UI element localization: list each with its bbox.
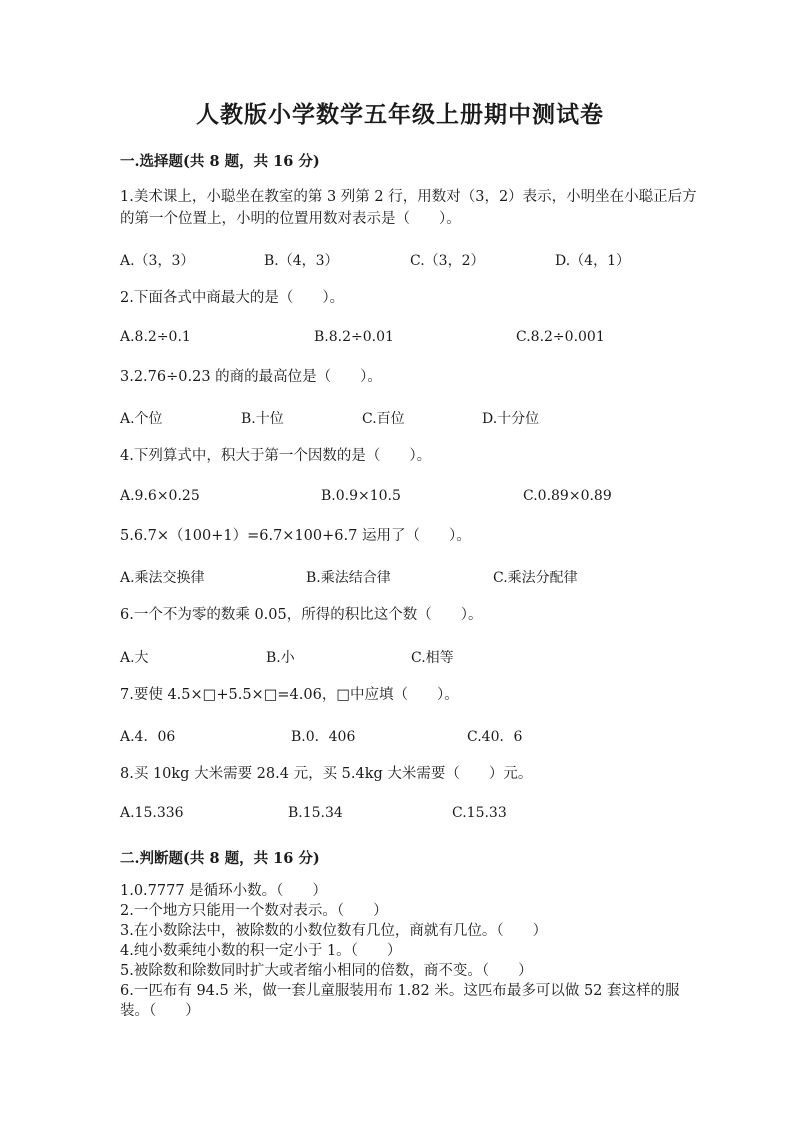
q8-option-a: A.15.336 (120, 805, 184, 821)
q1-option-d: D.（4，1） (555, 253, 630, 269)
q6-option-c: C.相等 (411, 650, 454, 666)
q8-option-b: B.15.34 (288, 805, 343, 821)
page-title: 人教版小学数学五年级上册期中测试卷 (196, 101, 604, 128)
question-5: 5.6.7×（100+1）=6.7×100+6.7 运用了（ ）。 (120, 528, 471, 544)
q6-option-a: A.大 (120, 650, 149, 666)
q5-option-a: A.乘法交换律 (120, 570, 205, 586)
question-3: 3.2.76÷0.23 的商的最高位是（ ）。 (120, 369, 382, 385)
q5-option-b: B.乘法结合律 (306, 570, 391, 586)
q1-option-a: A.（3，3） (120, 253, 195, 269)
question-8: 8.买 10kg 大米需要 28.4 元，买 5.4kg 大米需要（ ）元。 (120, 766, 533, 782)
q7-option-a: A.4．06 (120, 729, 176, 745)
judge-item-5: 5.被除数和除数同时扩大或者缩小相同的倍数，商不变。（ ） (120, 963, 533, 979)
question-1: 1.美术课上，小聪坐在教室的第 3 列第 2 行，用数对（3，2）表示，小明坐在小聪正后方的第一个位置上，小明的位置用数对表示是（ ）。 (120, 189, 697, 227)
question-7: 7.要使 4.5×□+5.5×□=4.06，□中应填（ ）。 (120, 687, 459, 703)
question-2: 2.下面各式中商最大的是（ ）。 (120, 290, 345, 306)
q2-option-c: C.8.2÷0.001 (516, 329, 605, 345)
q4-option-c: C.0.89×0.89 (523, 488, 612, 504)
q4-option-b: B.0.9×10.5 (321, 488, 401, 504)
q3-option-a: A.个位 (120, 411, 163, 427)
q2-option-a: A.8.2÷0.1 (120, 329, 191, 345)
q4-option-a: A.9.6×0.25 (120, 488, 200, 504)
judge-item-3: 3.在小数除法中，被除数的小数位数有几位，商就有几位。（ ） (120, 923, 548, 939)
judge-item-4: 4.纯小数乘纯小数的积一定小于 1。（ ） (120, 943, 402, 959)
question-6: 6.一个不为零的数乘 0.05，所得的积比这个数（ ）。 (120, 607, 483, 623)
q6-option-b: B.小 (266, 650, 295, 666)
q3-option-d: D.十分位 (482, 411, 540, 427)
q3-option-b: B.十位 (241, 411, 284, 427)
judge-item-2: 2.一个地方只能用一个数对表示。（ ） (120, 903, 388, 919)
q5-option-c: C.乘法分配律 (493, 570, 578, 586)
judge-item-1: 1.0.7777 是循环小数。（ ） (120, 883, 327, 899)
q2-option-b: B.8.2÷0.01 (314, 329, 394, 345)
section-heading-choice: 一.选择题(共 8 题，共 16 分) (120, 153, 320, 170)
q3-option-c: C.百位 (362, 411, 405, 427)
q1-option-c: C.（3，2） (410, 253, 485, 269)
q1-option-b: B.（4，3） (264, 253, 339, 269)
question-4: 4.下列算式中，积大于第一个因数的是（ ）。 (120, 448, 432, 464)
judge-item-6: 6.一匹布有 94.5 米，做一套儿童服装用布 1.82 米。这匹布最多可以做 52 套这样的服装。（ ） (120, 983, 680, 1019)
q8-option-c: C.15.33 (452, 805, 507, 821)
q7-option-c: C.40．6 (467, 729, 523, 745)
section-heading-true-false: 二.判断题(共 8 题，共 16 分) (120, 850, 320, 867)
q7-option-b: B.0．406 (291, 729, 356, 745)
